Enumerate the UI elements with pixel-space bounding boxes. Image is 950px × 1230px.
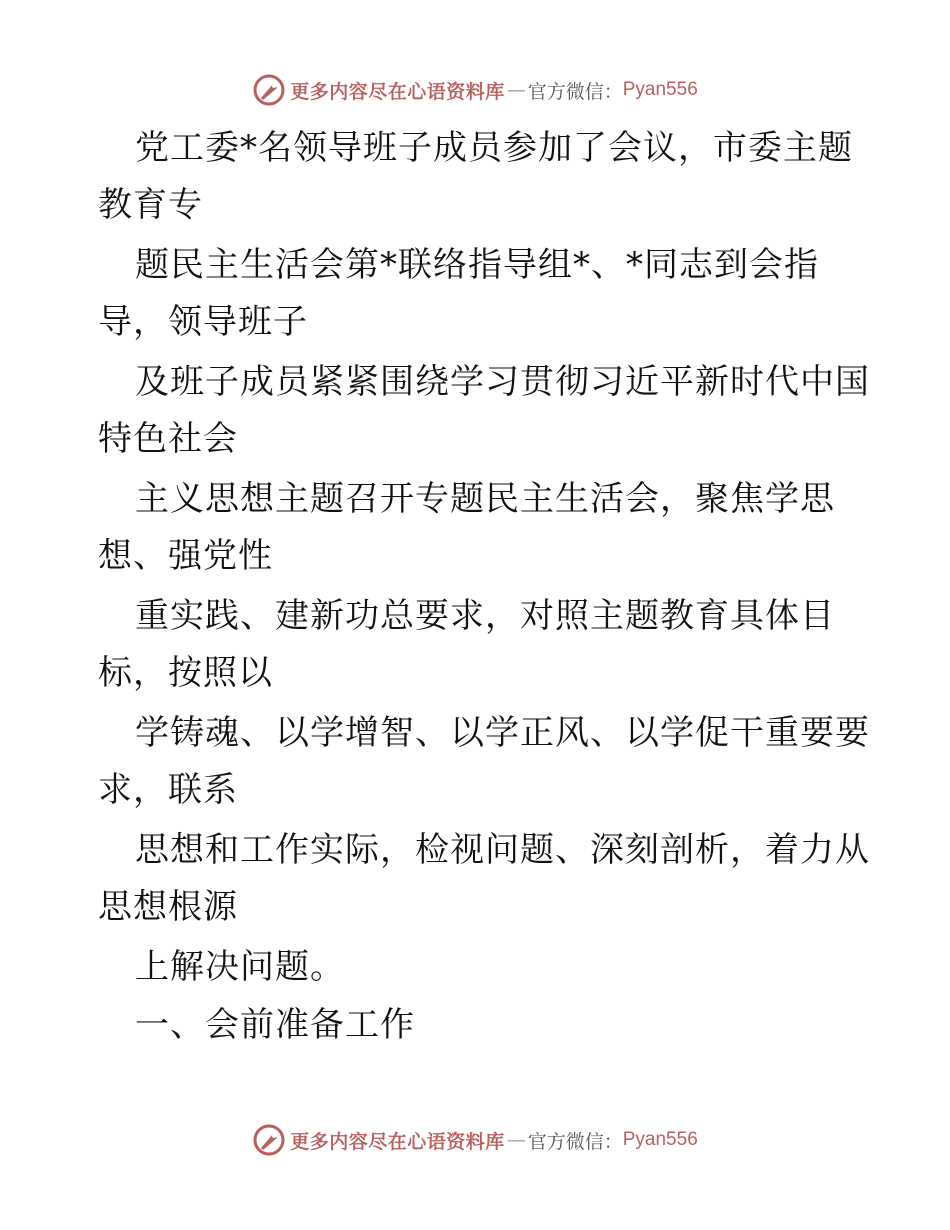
text-line: 党工委*名领导班子成员参加了会议，市委主题: [135, 128, 853, 168]
header-watermark: [0, 70, 950, 110]
text-line: 学铸魂、以学增智、以学正风、以学促干重要要: [135, 713, 870, 753]
text-line: 求，联系: [98, 770, 238, 810]
text-line: 上解决问题。: [135, 947, 345, 987]
text-line: 重实践、建新功总要求，对照主题教育具体目: [135, 596, 835, 636]
text-line: 标，按照以: [98, 653, 273, 693]
text-line: 题民主生活会第*联络指导组*、*同志到会指: [135, 245, 819, 285]
pen-nib-logo-icon: [252, 73, 286, 107]
watermark-main-text: 更多内容尽在心语资料库: [290, 1130, 505, 1153]
watermark-main-text: 更多内容尽在心语资料库: [290, 80, 505, 103]
text-line: 教育专: [98, 185, 203, 225]
text-line: 思想和工作实际，检视问题、深刻剖析，着力从: [135, 830, 870, 870]
footer-watermark: [0, 1120, 950, 1160]
watermark-wechat-id: Pyan556: [622, 79, 698, 100]
text-line: 特色社会: [98, 419, 238, 459]
watermark-label: 官方微信：: [527, 80, 623, 103]
text-line: 想、强党性: [98, 536, 273, 576]
section-heading: 一、会前准备工作: [135, 1005, 415, 1045]
text-line: 思想根源: [98, 887, 238, 927]
text-line: 导，领导班子: [98, 302, 308, 342]
text-line: 及班子成员紧紧围绕学习贯彻习近平新时代中国: [135, 362, 870, 402]
watermark-label: 官方微信：: [527, 1130, 623, 1153]
watermark-separator: —: [506, 79, 526, 101]
watermark-wechat-id: Pyan556: [622, 1129, 698, 1150]
watermark-separator: —: [506, 1129, 526, 1151]
pen-nib-logo-icon: [252, 1123, 286, 1157]
text-line: 主义思想主题召开专题民主生活会，聚焦学思: [135, 479, 835, 519]
